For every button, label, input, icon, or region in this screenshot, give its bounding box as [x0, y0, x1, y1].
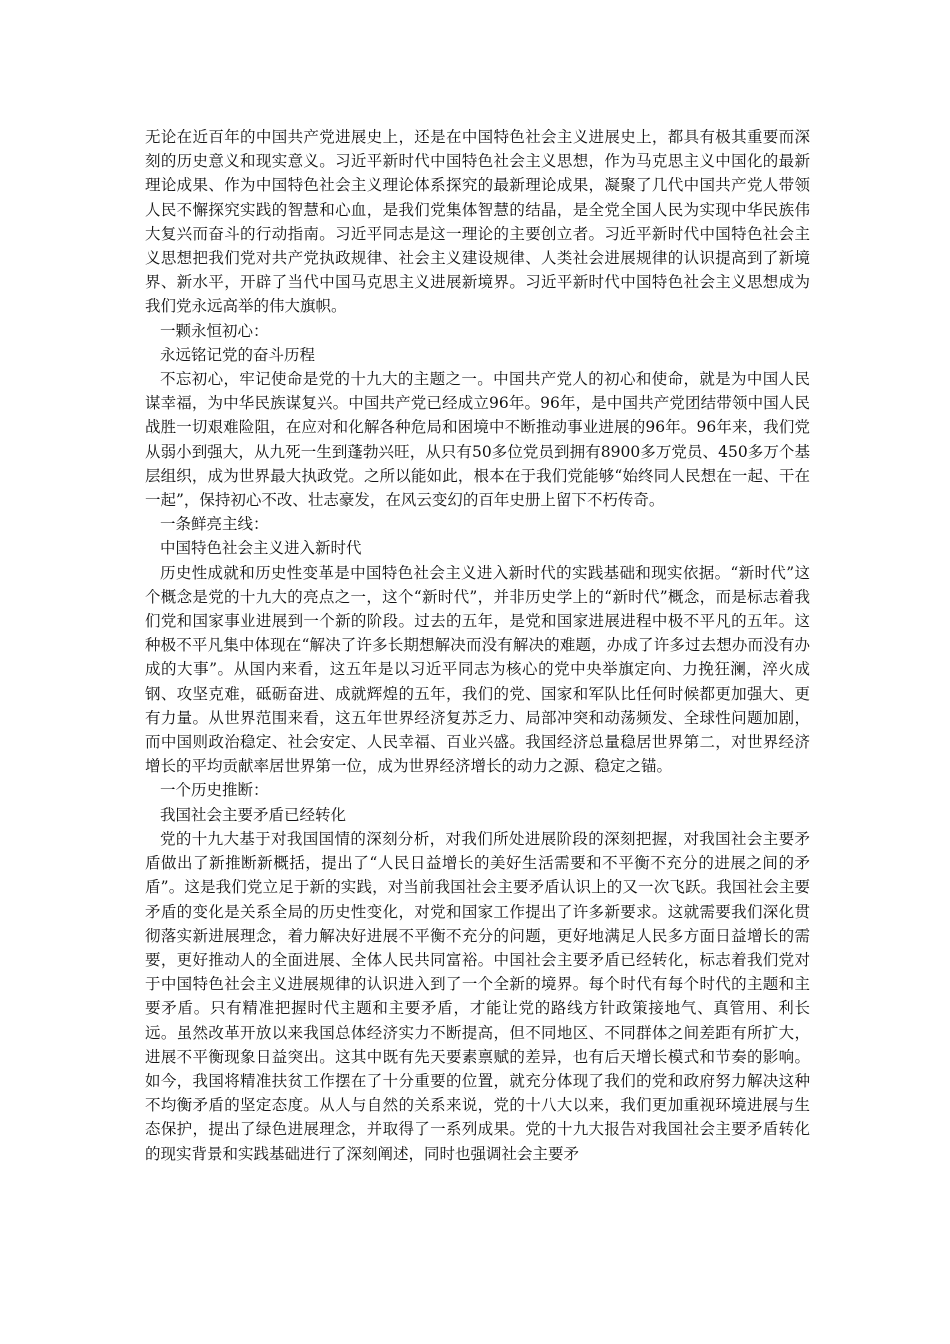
document-body [145, 125, 810, 1166]
section-heading-3a: 一个历史推断： [160, 781, 269, 800]
section-heading-3b: 我国社会主要矛盾已经转化 [160, 805, 347, 824]
paragraph-new-era: 历史性成就和历史性变革是中国特色社会主义进入新时代的实践基础和现实依据。“新时代”这个概念是党的十九大的亮点之一，这个“新时代”，并非历史学上的“新时代”概念，而是标志着我们党和国家事业进展到一个新的阶段。过去的五年，是党和国家进展进程中极不平凡的五年。这种极不平凡集中体现在“解决了许多长期想解决而没有解决的难题，办成了许多过去想办而没有办成的大事”。从国内来看，这五年是以习近平同志为核心的党中央举旗定向、力挽狂澜，淬火成钢、攻坚克难，砥砺奋进、成就辉煌的五年，我们的党、国家和军队比任何时候都更加强大、更有力量。从世界范围来看，这五年世界经济复苏乏力、局部冲突和动荡频发、全球性问题加剧，而中国则政治稳定、社会安定、人民幸福、百业兴盛。我国经济总量稳居世界第二，对世界经济增长的平均贡献率居世界第一位，成为世界经济增长的动力之源、稳定之锚。 [145, 563, 810, 776]
section-heading-1b: 永远铭记党的奋斗历程 [160, 345, 316, 364]
paragraph-original-aspiration: 不忘初心，牢记使命是党的十九大的主题之一。中国共产党人的初心和使命，就是为中国人民谋幸福，为中华民族谋复兴。中国共产党已经成立96年。96年，是中国共产党团结带领中国人民战胜一切艰难险阻，在应对和化解各种危局和困境中不断推动事业进展的96年。96年来，我们党从弱小到强大，从九死一生到蓬勃兴旺，从只有50多位党员到拥有8900多万党员、450多万个基层组织，成为世界最大执政党。之所以能如此，根本在于我们党能够“始终同人民想在一起、干在一起”，保持初心不改、壮志豪发，在风云变幻的百年史册上留下不朽传奇。 [145, 370, 810, 510]
paragraph-intro: 无论在近百年的中国共产党进展史上，还是在中国特色社会主义进展史上，都具有极其重要而深刻的历史意义和现实意义。习近平新时代中国特色社会主义思想，作为马克思主义中国化的最新理论成果、作为中国特色社会主义理论体系探究的最新理论成果，凝聚了几代中国共产党人带领人民不懈探究实践的智慧和心血，是我们党集体智慧的结晶，是全党全国人民为实现中华民族伟大复兴而奋斗的行动指南。习近平同志是这一理论的主要创立者。习近平新时代中国特色社会主义思想把我们党对共产党执政规律、社会主义建设规律、人类社会进展规律的认识提高到了新境界、新水平，开辟了当代中国马克思主义进展新境界。习近平新时代中国特色社会主义思想成为我们党永远高举的伟大旗帜。 [145, 128, 810, 316]
section-heading-1a: 一颗永恒初心： [160, 321, 269, 340]
paragraph-principal-contradiction: 党的十九大基于对我国国情的深刻分析，对我们所处进展阶段的深刻把握，对我国社会主要矛盾做出了新推断新概括，提出了“人民日益增长的美好生活需要和不平衡不充分的进展之间的矛盾”。这是我们党立足于新的实践，对当前我国社会主要矛盾认识上的又一次飞跃。我国社会主要矛盾的变化是关系全局的历史性变化，对党和国家工作提出了许多新要求。这就需要我们深化贯彻落实新进展理念，着力解决好进展不平衡不充分的问题，更好地满足人民多方面日益增长的需要，更好推动人的全面进展、全体人民共同富裕。中国社会主要矛盾已经转化，标志着我们党对于中国特色社会主义进展规律的认识进入到了一个全新的境界。每个时代有每个时代的主题和主要矛盾。只有精准把握时代主题和主要矛盾，才能让党的路线方针政策接地气、真管用、利长远。虽然改革开放以来我国总体经济实力不断提高，但不同地区、不同群体之间差距有所扩大，进展不平衡现象日益突出。这其中既有先天要素禀赋的差异，也有后天增长模式和节奏的影响。如今，我国将精准扶贫工作摆在了十分重要的位置，就充分体现了我们的党和政府努力解决这种不均衡矛盾的坚定态度。从人与自然的关系来说，党的十八大以来，我们更加重视环境进展与生态保护，提出了绿色进展理念，并取得了一系列成果。党的十九大报告对我国社会主要矛盾转化的现实背景和实践基础进行了深刻阐述，同时也强调社会主要矛 [145, 829, 810, 1163]
section-heading-2b: 中国特色社会主义进入新时代 [160, 539, 362, 558]
section-heading-2a: 一条鲜亮主线： [160, 515, 269, 534]
